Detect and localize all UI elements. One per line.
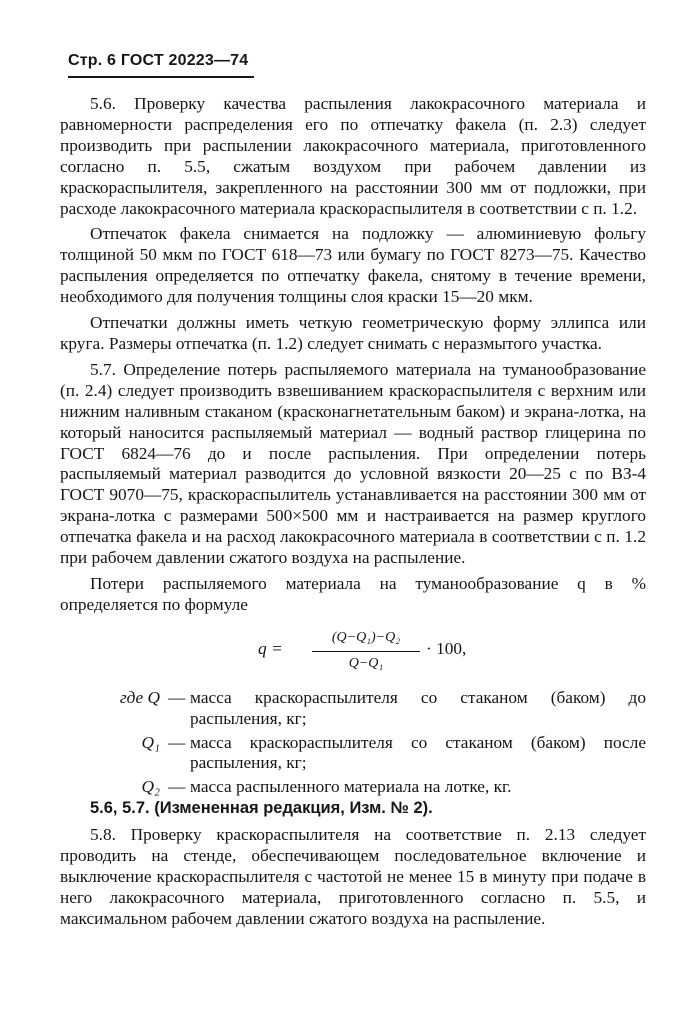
- definition-symbol: Q₁: [141, 732, 160, 752]
- definition-dash: —: [168, 687, 186, 707]
- definition-text: масса распыленного материала на лотке, кг.: [190, 777, 512, 797]
- definition-symbol: где Q: [119, 687, 160, 707]
- formula-fraction: [312, 628, 420, 675]
- formula-lhs: q =: [258, 638, 283, 658]
- paragraph-5-6-imprint: Отпечаток факела снимается на подложку — алюминиевую фольгу толщиной 50 мкм по ГОСТ 618—73 или бумагу по ГОСТ 8273—75. Качество распыления определяется по отпечатку факела, снятому в течение времени, необходимого для получения толщины слоя краски 15—20 мкм.: [60, 224, 646, 307]
- paragraph-5-6-shape: Отпечатки должны иметь четкую геометрическую форму эллипса или круга. Размеры отпечатка (п. 1.2) следует снимать с неразмытого участка.: [60, 313, 646, 353]
- definition-row: [60, 688, 646, 730]
- definition-row: [60, 733, 646, 775]
- page-number: Стр. 6: [68, 52, 117, 69]
- definition-row: [60, 777, 646, 798]
- formula-denominator: Q−Q₁: [348, 655, 384, 671]
- formula-numerator: (Q−Q₁)−Q₂: [312, 628, 420, 652]
- paragraph-5-7: 5.7. Определение потерь распыляемого материала на туманообразование (п. 2.4) следует производить взвешиванием краскораспылителя с верхним или нижним наливным стаканом (красконагнетательным баком) и экрана-лотка, на который наносится распыляемый материал — водный раствор глицерина по ГОСТ 6824—76 до и после распыления. При определении потерь распыляемый материал разводится до условной вязкости 20—25 с по ВЗ-4 ГОСТ 9070—75, краскораспылитель устанавливается на расстоянии 300 мм от экрана-лотка с размерами 500×500 мм и настраивается на размер круглого отпечатка факела и на расход лакокрасочного материала в соответствии с п. 1.2 при рабочем давлении сжатого воздуха на распыление.: [60, 359, 646, 568]
- paragraph-5-6: 5.6. Проверку качества распыления лакокрасочного материала и равномерности распределения его по отпечатку факела (п. 2.3) следует производить при распылении лакокрасочного материала, приготовленного согласно п. 5.5, сжатым воздухом при рабочем давлении из краскораспылителя, закрепленного на расстоянии 300 мм от подложки, при расходе лакокрасочного материала краскораспылителя в соответствии с п. 1.2.: [60, 94, 646, 218]
- definition-symbol: Q₂: [141, 777, 160, 797]
- paragraph-5-8: 5.8. Проверку краскораспылителя на соответствие п. 2.13 следует проводить на стенде, обеспечивающем последовательное включение и выключение краскораспылителя с частотой не менее 15 в минуту при подаче в него лакокрасочного материала, приготовленного согласно п. 5.5, и максимальном рабочем давлении сжатого воздуха на распыление.: [60, 825, 646, 928]
- loss-formula: [60, 628, 646, 674]
- paragraph-5-7-formula-intro: Потери распыляемого материала на туманообразование q в % определяется по формуле: [60, 573, 646, 614]
- document-body: [60, 94, 646, 930]
- definition-dash: —: [168, 732, 186, 752]
- definition-text: масса краскораспылителя со стаканом (баком) после распыления, кг;: [190, 732, 646, 773]
- definition-dash: —: [168, 777, 186, 797]
- page-header: [68, 52, 248, 70]
- amendment-note: 5.6, 5.7. (Измененная редакция, Изм. № 2).: [90, 799, 433, 818]
- formula-rhs: · 100,: [426, 638, 467, 658]
- formula-definitions: [60, 688, 646, 799]
- header-rule: [68, 76, 254, 78]
- standard-number: ГОСТ 20223—74: [120, 52, 249, 69]
- definition-text: масса краскораспылителя со стаканом (баком) до распыления, кг;: [190, 687, 646, 728]
